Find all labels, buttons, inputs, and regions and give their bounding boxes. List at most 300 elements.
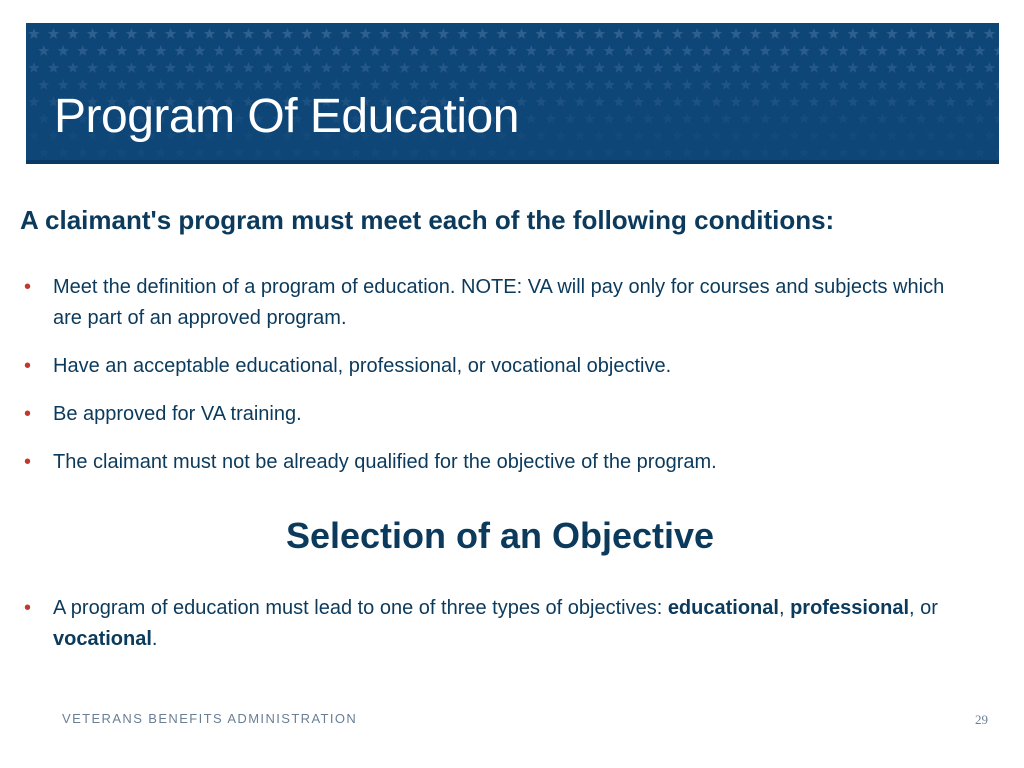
star-icon: [555, 96, 566, 107]
star-icon: [955, 45, 966, 56]
star-icon: [155, 45, 166, 56]
star-icon: [136, 147, 147, 158]
star-icon: [428, 45, 439, 56]
star-icon: [818, 113, 829, 124]
list-item: [24, 272, 974, 334]
star-icon: [28, 130, 39, 141]
star-icon: [994, 147, 999, 158]
star-icon: [165, 62, 176, 73]
star-icon: [340, 28, 351, 39]
star-icon: [292, 147, 303, 158]
star-icon: [682, 113, 693, 124]
star-icon: [779, 79, 790, 90]
star-icon: [974, 113, 985, 124]
star-icon: [750, 62, 761, 73]
star-icon: [574, 130, 585, 141]
star-icon: [916, 147, 927, 158]
star-icon: [789, 62, 800, 73]
star-icon: [721, 113, 732, 124]
star-icon: [721, 79, 732, 90]
star-icon: [643, 113, 654, 124]
star-icon: [584, 45, 595, 56]
star-icon: [935, 79, 946, 90]
star-icon: [301, 28, 312, 39]
star-icon: [925, 96, 936, 107]
star-icon: [760, 79, 771, 90]
star-icon: [204, 28, 215, 39]
star-icon: [740, 147, 751, 158]
star-icon: [526, 45, 537, 56]
star-icon: [652, 130, 663, 141]
star-icon: [48, 62, 59, 73]
star-icon: [574, 28, 585, 39]
star-icon: [311, 147, 322, 158]
objective-heading: Selection of an Objective: [285, 515, 715, 556]
star-icon: [496, 28, 507, 39]
bullet-icon: •: [24, 597, 32, 619]
star-icon: [799, 45, 810, 56]
star-icon: [594, 96, 605, 107]
period: .: [151, 628, 158, 650]
star-icon: [165, 28, 176, 39]
star-icon: [438, 28, 449, 39]
bullet-icon: •: [24, 403, 32, 425]
list-item-text: Meet the definition of a program of education. NOTE: VA will pay only for courses and subjects which are part of an approved program.: [53, 276, 945, 329]
star-icon: [779, 147, 790, 158]
page-number: 29: [975, 712, 988, 727]
star-icon: [67, 28, 78, 39]
star-icon: [877, 79, 888, 90]
star-icon: [282, 62, 293, 73]
star-icon: [613, 28, 624, 39]
title-banner: [26, 23, 999, 164]
star-icon: [691, 96, 702, 107]
star-icon: [214, 45, 225, 56]
star-icon: [935, 113, 946, 124]
list-item: [24, 593, 974, 655]
star-icon: [292, 45, 303, 56]
star-icon: [448, 45, 459, 56]
star-icon: [399, 28, 410, 39]
star-icon: [106, 28, 117, 39]
star-icon: [457, 28, 468, 39]
star-icon: [945, 96, 956, 107]
star-icon: [214, 147, 225, 158]
star-icon: [945, 28, 956, 39]
star-icon: [38, 45, 49, 56]
star-icon: [857, 113, 868, 124]
star-icon: [750, 96, 761, 107]
star-icon: [623, 147, 634, 158]
star-icon: [828, 62, 839, 73]
star-icon: [262, 28, 273, 39]
list-item-text: Have an acceptable educational, professional, or vocational objective.: [53, 355, 672, 377]
star-icon: [409, 147, 420, 158]
list-item-text: Be approved for VA training.: [53, 403, 302, 425]
star-icon: [58, 45, 69, 56]
star-icon: [253, 45, 264, 56]
star-icon: [487, 45, 498, 56]
conditions-list: [24, 272, 974, 495]
star-icon: [867, 62, 878, 73]
star-icon: [769, 62, 780, 73]
objective-vocational: vocational: [53, 628, 152, 650]
star-icon: [886, 62, 897, 73]
star-icon: [838, 147, 849, 158]
star-icon: [789, 28, 800, 39]
star-icon: [935, 45, 946, 56]
star-icon: [886, 130, 897, 141]
star-icon: [555, 62, 566, 73]
star-icon: [370, 45, 381, 56]
star-icon: [555, 130, 566, 141]
star-icon: [711, 130, 722, 141]
star-icon: [672, 96, 683, 107]
star-icon: [594, 130, 605, 141]
star-icon: [896, 113, 907, 124]
star-icon: [682, 79, 693, 90]
star-icon: [623, 79, 634, 90]
star-icon: [691, 28, 702, 39]
star-icon: [516, 28, 527, 39]
star-icon: [779, 45, 790, 56]
star-icon: [204, 62, 215, 73]
separator: , or: [909, 597, 938, 619]
star-icon: [574, 62, 585, 73]
star-icon: [925, 28, 936, 39]
star-icon: [838, 113, 849, 124]
star-icon: [662, 113, 673, 124]
star-icon: [847, 96, 858, 107]
star-icon: [838, 79, 849, 90]
star-icon: [604, 79, 615, 90]
star-icon: [565, 79, 576, 90]
star-icon: [672, 28, 683, 39]
star-icon: [126, 62, 137, 73]
banner-bottom-edge: [26, 160, 999, 164]
star-icon: [701, 79, 712, 90]
star-icon: [116, 45, 127, 56]
star-icon: [389, 147, 400, 158]
star-icon: [984, 28, 995, 39]
star-icon: [867, 130, 878, 141]
star-icon: [633, 28, 644, 39]
objective-professional: professional: [790, 597, 909, 619]
star-icon: [487, 147, 498, 158]
star-icon: [906, 130, 917, 141]
star-icon: [545, 147, 556, 158]
star-icon: [955, 79, 966, 90]
conditions-heading: A claimant's program must meet each of the following conditions:: [20, 205, 835, 235]
star-icon: [194, 45, 205, 56]
star-icon: [925, 62, 936, 73]
star-icon: [935, 147, 946, 158]
star-icon: [272, 45, 283, 56]
star-icon: [389, 45, 400, 56]
star-icon: [360, 62, 371, 73]
star-icon: [789, 130, 800, 141]
star-icon: [652, 96, 663, 107]
list-item-text: The claimant must not be already qualified for the objective of the program.: [53, 451, 717, 473]
star-icon: [477, 28, 488, 39]
star-icon: [321, 28, 332, 39]
star-icon: [370, 147, 381, 158]
star-icon: [379, 28, 390, 39]
star-icon: [623, 113, 634, 124]
star-icon: [701, 113, 712, 124]
star-icon: [721, 45, 732, 56]
star-icon: [701, 147, 712, 158]
star-icon: [711, 28, 722, 39]
star-icon: [175, 147, 186, 158]
star-icon: [877, 45, 888, 56]
star-icon: [243, 28, 254, 39]
star-icon: [818, 79, 829, 90]
star-icon: [701, 45, 712, 56]
star-icon: [311, 45, 322, 56]
objective-list: [24, 593, 974, 655]
star-icon: [906, 28, 917, 39]
star-icon: [867, 96, 878, 107]
star-icon: [808, 28, 819, 39]
star-icon: [643, 147, 654, 158]
star-icon: [331, 45, 342, 56]
star-icon: [974, 147, 985, 158]
star-icon: [711, 62, 722, 73]
star-icon: [194, 147, 205, 158]
star-icon: [613, 62, 624, 73]
star-icon: [828, 28, 839, 39]
star-icon: [886, 28, 897, 39]
star-icon: [516, 62, 527, 73]
star-icon: [184, 28, 195, 39]
star-icon: [857, 79, 868, 90]
list-item: [24, 447, 974, 478]
list-item-text: [53, 597, 938, 650]
star-icon: [545, 113, 556, 124]
star-icon: [964, 62, 975, 73]
star-icon: [847, 130, 858, 141]
star-icon: [565, 147, 576, 158]
star-icon: [594, 28, 605, 39]
star-icon: [740, 79, 751, 90]
star-icon: [77, 45, 88, 56]
star-icon: [652, 28, 663, 39]
star-icon: [97, 45, 108, 56]
star-icon: [262, 62, 273, 73]
star-icon: [955, 113, 966, 124]
star-icon: [409, 45, 420, 56]
star-icon: [984, 62, 995, 73]
star-icon: [145, 28, 156, 39]
star-icon: [145, 62, 156, 73]
star-icon: [945, 62, 956, 73]
star-icon: [847, 62, 858, 73]
star-icon: [886, 96, 897, 107]
star-icon: [945, 130, 956, 141]
star-icon: [691, 130, 702, 141]
star-icon: [964, 130, 975, 141]
star-icon: [272, 147, 283, 158]
star-icon: [526, 113, 537, 124]
star-icon: [633, 62, 644, 73]
star-icon: [331, 147, 342, 158]
star-icon: [613, 96, 624, 107]
star-icon: [828, 130, 839, 141]
star-icon: [584, 113, 595, 124]
list-item: [24, 351, 974, 382]
star-icon: [97, 147, 108, 158]
star-icon: [808, 62, 819, 73]
star-icon: [672, 62, 683, 73]
star-icon: [730, 96, 741, 107]
star-icon: [350, 45, 361, 56]
star-icon: [223, 62, 234, 73]
star-icon: [175, 45, 186, 56]
star-icon: [867, 28, 878, 39]
star-icon: [67, 62, 78, 73]
star-icon: [136, 45, 147, 56]
star-icon: [613, 130, 624, 141]
star-icon: [730, 130, 741, 141]
star-icon: [750, 28, 761, 39]
star-icon: [38, 79, 49, 90]
star-icon: [740, 45, 751, 56]
star-icon: [48, 28, 59, 39]
star-icon: [691, 62, 702, 73]
star-icon: [808, 130, 819, 141]
star-icon: [38, 147, 49, 158]
bullet-icon: •: [24, 276, 32, 298]
star-icon: [730, 28, 741, 39]
star-icon: [506, 147, 517, 158]
star-icon: [418, 28, 429, 39]
star-icon: [545, 79, 556, 90]
star-icon: [58, 147, 69, 158]
star-icon: [896, 45, 907, 56]
star-icon: [994, 79, 999, 90]
star-icon: [721, 147, 732, 158]
star-icon: [477, 62, 488, 73]
star-icon: [38, 113, 49, 124]
star-icon: [955, 147, 966, 158]
star-icon: [769, 96, 780, 107]
star-icon: [87, 62, 98, 73]
star-icon: [799, 113, 810, 124]
star-icon: [535, 130, 546, 141]
star-icon: [740, 113, 751, 124]
star-icon: [789, 96, 800, 107]
star-icon: [799, 79, 810, 90]
bullet-icon: •: [24, 451, 32, 473]
star-icon: [925, 130, 936, 141]
star-icon: [467, 45, 478, 56]
star-icon: [126, 28, 137, 39]
star-icon: [984, 96, 995, 107]
star-icon: [506, 45, 517, 56]
star-icon: [545, 45, 556, 56]
star-icon: [535, 62, 546, 73]
star-icon: [964, 96, 975, 107]
star-icon: [769, 28, 780, 39]
star-icon: [633, 130, 644, 141]
star-icon: [857, 147, 868, 158]
star-icon: [779, 113, 790, 124]
star-icon: [760, 45, 771, 56]
star-icon: [77, 147, 88, 158]
slide-title: Program Of Education: [54, 90, 519, 143]
separator: ,: [778, 597, 791, 619]
star-icon: [428, 147, 439, 158]
star-icon: [769, 130, 780, 141]
star-icon: [253, 147, 264, 158]
star-icon: [233, 147, 244, 158]
star-icon: [662, 45, 673, 56]
objective-educational: educational: [667, 597, 779, 619]
star-icon: [28, 62, 39, 73]
star-icon: [974, 79, 985, 90]
star-icon: [682, 147, 693, 158]
star-icon: [457, 62, 468, 73]
star-icon: [604, 147, 615, 158]
star-icon: [438, 62, 449, 73]
star-icon: [896, 147, 907, 158]
star-icon: [916, 113, 927, 124]
star-icon: [116, 147, 127, 158]
star-icon: [994, 45, 999, 56]
star-icon: [360, 28, 371, 39]
objective-text: A program of education must lead to one of three types of objectives:: [53, 597, 668, 619]
star-icon: [760, 113, 771, 124]
bullet-icon: •: [24, 355, 32, 377]
star-icon: [857, 45, 868, 56]
star-icon: [672, 130, 683, 141]
star-icon: [565, 113, 576, 124]
star-icon: [340, 62, 351, 73]
star-icon: [906, 62, 917, 73]
star-icon: [399, 62, 410, 73]
star-icon: [828, 96, 839, 107]
star-icon: [301, 62, 312, 73]
star-icon: [847, 28, 858, 39]
star-icon: [321, 62, 332, 73]
star-icon: [282, 28, 293, 39]
star-icon: [818, 45, 829, 56]
star-icon: [526, 147, 537, 158]
star-icon: [877, 147, 888, 158]
star-icon: [233, 45, 244, 56]
star-icon: [87, 28, 98, 39]
star-icon: [526, 79, 537, 90]
star-icon: [28, 28, 39, 39]
star-icon: [155, 147, 166, 158]
star-icon: [243, 62, 254, 73]
star-icon: [223, 28, 234, 39]
star-icon: [682, 45, 693, 56]
star-icon: [350, 147, 361, 158]
star-icon: [574, 96, 585, 107]
star-icon: [535, 96, 546, 107]
star-icon: [379, 62, 390, 73]
star-icon: [584, 79, 595, 90]
star-icon: [916, 45, 927, 56]
star-icon: [906, 96, 917, 107]
footer-organization: VETERANS BENEFITS ADMINISTRATION: [62, 711, 358, 726]
star-icon: [643, 79, 654, 90]
star-icon: [750, 130, 761, 141]
star-icon: [594, 62, 605, 73]
star-icon: [643, 45, 654, 56]
